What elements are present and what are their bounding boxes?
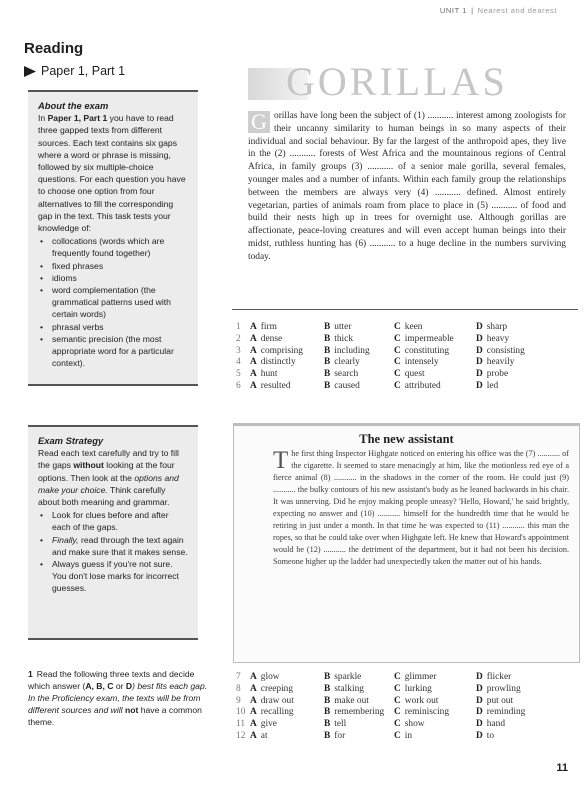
gorillas-body: orillas have long been the subject of (1) ........... interest among zoologists for their uncanny similarity to human beings in so many aspects of their individual and social behaviour. By far the largest of the anthropoid apes, they live in the (2) ........... forests of West Africa and the mountainous regions of Central Africa, in family groups (3) ........... of a senior male gorilla, several females, younger males and a number of infants. Within each family group the relationships between the members are always very (4) ........... defined. Almost entirely vegetarian, parties of animals roam from place to place in (5) ........... of food and build their nests high up in trees for overnight use. Although gorillas are affectionate, peace-loving creatures and will even accept human beings into their midst, ruthless hunting has (6) ........... to a huge decline in the numbers surviving today.: [248, 111, 566, 262]
paper-label: Paper 1, Part 1: [41, 64, 126, 78]
gorillas-title: GORILLAS: [286, 60, 508, 104]
instruction-not: not: [124, 705, 139, 715]
option-d[interactable]: D put out: [476, 695, 514, 706]
option-d[interactable]: D hand: [476, 719, 506, 730]
paper-heading: [24, 64, 125, 78]
options-table-2: [236, 672, 550, 743]
header-separator: |: [471, 6, 474, 15]
list-item: • semantic precision (the most appropriate word for a particular context).: [52, 333, 188, 370]
option-b[interactable]: B search: [324, 369, 359, 380]
option-a[interactable]: A recalling: [250, 707, 294, 718]
strategy-item-text: Look for clues before and after each of the gaps.: [52, 510, 169, 533]
strategy-intro-pre: Read each text carefully and try to fill the gaps: [38, 448, 179, 471]
list-item: [52, 534, 188, 558]
exam-strategy-box: [28, 425, 198, 640]
question-number: 3: [236, 345, 241, 356]
about-intro-post: you have to read three gapped texts from different sources. Each text contains six gaps where a word or phrase is missing, followed by six multiple-choice questions. For each question you have to choose one option from four alternatives to fill the corresponding gap in the text. This task tests your knowledge of:: [38, 113, 186, 234]
about-title: About the exam: [38, 100, 109, 111]
option-d[interactable]: D probe: [476, 369, 509, 380]
assistant-text: [273, 448, 569, 568]
option-row: [236, 357, 550, 369]
unit-label: UNIT 1: [439, 6, 468, 15]
about-intro-pre: In: [38, 113, 48, 124]
page-number: 11: [556, 762, 568, 774]
list-item: [52, 509, 188, 533]
option-row: [236, 707, 550, 719]
question-number: 9: [236, 695, 241, 706]
assistant-title: The new assistant: [359, 432, 454, 446]
option-d[interactable]: D sharp: [476, 322, 508, 332]
about-list: [38, 235, 188, 369]
option-a[interactable]: A draw out: [250, 695, 294, 706]
option-c[interactable]: C constituting: [394, 345, 450, 356]
strategy-item-text: read through the text again and make sure that it makes sense.: [52, 534, 188, 557]
strategy-intro-mid: looking at the four options. Then look at the: [38, 460, 175, 483]
drop-cap: G: [248, 111, 270, 133]
option-d[interactable]: D flicker: [476, 672, 512, 682]
option-d[interactable]: D consisting: [476, 345, 525, 356]
option-b[interactable]: B caused: [324, 380, 360, 391]
option-a[interactable]: A hunt: [250, 369, 278, 380]
gorillas-banner: [248, 60, 566, 104]
option-c[interactable]: C work out: [394, 695, 439, 706]
about-intro: [38, 112, 188, 234]
list-item: • collocations (words which are frequently found together): [52, 235, 188, 259]
option-b[interactable]: B remembering: [324, 707, 385, 718]
about-intro-bold: Paper 1, Part 1: [47, 113, 108, 124]
question-number: 8: [236, 683, 241, 694]
option-d[interactable]: D heavily: [476, 357, 515, 368]
section-title: Reading: [24, 40, 84, 57]
option-c[interactable]: C lurking: [394, 683, 432, 694]
option-a[interactable]: A firm: [250, 322, 277, 332]
option-c[interactable]: C show: [394, 719, 425, 730]
list-item: • word complementation (the grammatical patterns used with certain words): [52, 284, 188, 321]
divider: [232, 309, 578, 310]
question-number: 1: [236, 322, 241, 332]
list-item: • fixed phrases: [52, 260, 188, 272]
strategy-title: Exam Strategy: [38, 435, 104, 446]
option-a[interactable]: A dense: [250, 333, 283, 344]
option-b[interactable]: B utter: [324, 322, 352, 332]
instruction-letters: A, B, C: [85, 681, 114, 691]
option-a[interactable]: A distinctly: [250, 357, 296, 368]
question-number: 10: [236, 707, 246, 718]
strategy-intro: [38, 447, 188, 508]
instruction-mid: or: [113, 681, 126, 691]
option-b[interactable]: B thick: [324, 333, 354, 344]
option-row: [236, 322, 550, 334]
option-b[interactable]: B clearly: [324, 357, 360, 368]
instruction-pre: Read the following three texts and decide which answer (: [28, 669, 195, 691]
running-header: [440, 6, 557, 15]
list-item: [52, 558, 188, 595]
instruction-letter-d: D: [125, 681, 133, 691]
option-a[interactable]: A resulted: [250, 380, 291, 391]
question-number: 7: [236, 672, 241, 682]
option-row: [236, 672, 550, 684]
list-item: • idioms: [52, 272, 188, 284]
list-item: • phrasal verbs: [52, 321, 188, 333]
option-row: [236, 731, 550, 743]
assistant-body: he first thing Inspector Highgate noticed on entering his office was the (7) ........... of the cigarette. It seemed to stare menacingly at him, like the motionless red eye of a fierce animal (8) ........... in the shadows in the corner of the room. He could just (9) ........... the bulky contours of his new assistant's body as he leaned backwards in his chair. It was unnerving. Did he enjoy making people uneasy? 'Hello, Howard,' he said brightly, expecting no answer and (10) ........... himself for the hundredth time that he would be retiring in just under a month. In that time he was expected to (11) ........... this man the ropes, so that he could take over when Highgate left. He knew that Howard's appointment would be (12) ........... the detriment of the department, but it had not been his decision. Someone higher up the ladder had unexpectedly taken the matter out of his hands.: [273, 449, 569, 566]
option-b[interactable]: B make out: [324, 695, 369, 706]
option-a[interactable]: A at: [250, 730, 268, 741]
instruction-end: have a common theme.: [28, 705, 202, 727]
about-the-exam-box: [28, 90, 198, 386]
question-number: 11: [236, 719, 246, 730]
option-c[interactable]: C quest: [394, 369, 425, 380]
gorillas-text: [248, 110, 566, 264]
instruction-post: ) best fits each gap. In the Proficiency exam, the texts will be from different sources and will: [28, 681, 208, 715]
question-number: 4: [236, 357, 241, 368]
option-c[interactable]: C keen: [394, 322, 423, 332]
option-d[interactable]: D prowling: [476, 683, 521, 694]
option-c[interactable]: C glimmer: [394, 672, 437, 682]
option-row: [236, 684, 550, 696]
unit-topic: Nearest and dearest: [477, 6, 557, 15]
option-c[interactable]: C in: [394, 730, 413, 741]
option-d[interactable]: D to: [476, 730, 495, 741]
option-b[interactable]: B stalking: [324, 683, 364, 694]
option-row: [236, 369, 550, 381]
strategy-intro-italic: options and make your choice.: [38, 472, 179, 495]
option-a[interactable]: A comprising: [250, 345, 303, 356]
strategy-intro-bold: without: [73, 460, 104, 471]
question-number: 5: [236, 369, 241, 380]
strategy-list: [38, 509, 188, 594]
option-row: [236, 381, 550, 393]
question-number: 6: [236, 380, 241, 391]
strategy-item-prefix: Finally,: [52, 534, 79, 545]
strategy-intro-post: Think carefully about both meaning and grammar.: [38, 484, 170, 508]
option-d[interactable]: D heavy: [476, 333, 510, 344]
option-c[interactable]: C impermeable: [394, 333, 454, 344]
option-row: [236, 719, 550, 731]
question-number: 12: [236, 730, 246, 741]
task-instruction: [28, 668, 210, 728]
option-c[interactable]: C reminiscing: [394, 707, 450, 718]
option-b[interactable]: B for: [324, 730, 346, 741]
option-b[interactable]: B including: [324, 345, 370, 356]
play-arrow-icon: [24, 66, 36, 77]
option-row: [236, 334, 550, 346]
option-b[interactable]: B sparkle: [324, 672, 362, 682]
option-b[interactable]: B tell: [324, 719, 347, 730]
question-number: 2: [236, 333, 241, 344]
option-a[interactable]: A creeping: [250, 683, 294, 694]
option-d[interactable]: D reminding: [476, 707, 526, 718]
option-a[interactable]: A glow: [250, 672, 280, 682]
option-c[interactable]: C intensely: [394, 357, 439, 368]
option-row: [236, 346, 550, 358]
option-a[interactable]: A give: [250, 719, 277, 730]
drop-cap: T: [273, 447, 289, 474]
options-table-1: [236, 322, 550, 393]
strategy-item-text: Always guess if you're not sure. You don't lose marks for incorrect guesses.: [52, 559, 179, 594]
option-c[interactable]: C attributed: [394, 380, 441, 391]
option-d[interactable]: D led: [476, 380, 499, 391]
task-number: 1: [28, 669, 33, 679]
option-row: [236, 696, 550, 708]
